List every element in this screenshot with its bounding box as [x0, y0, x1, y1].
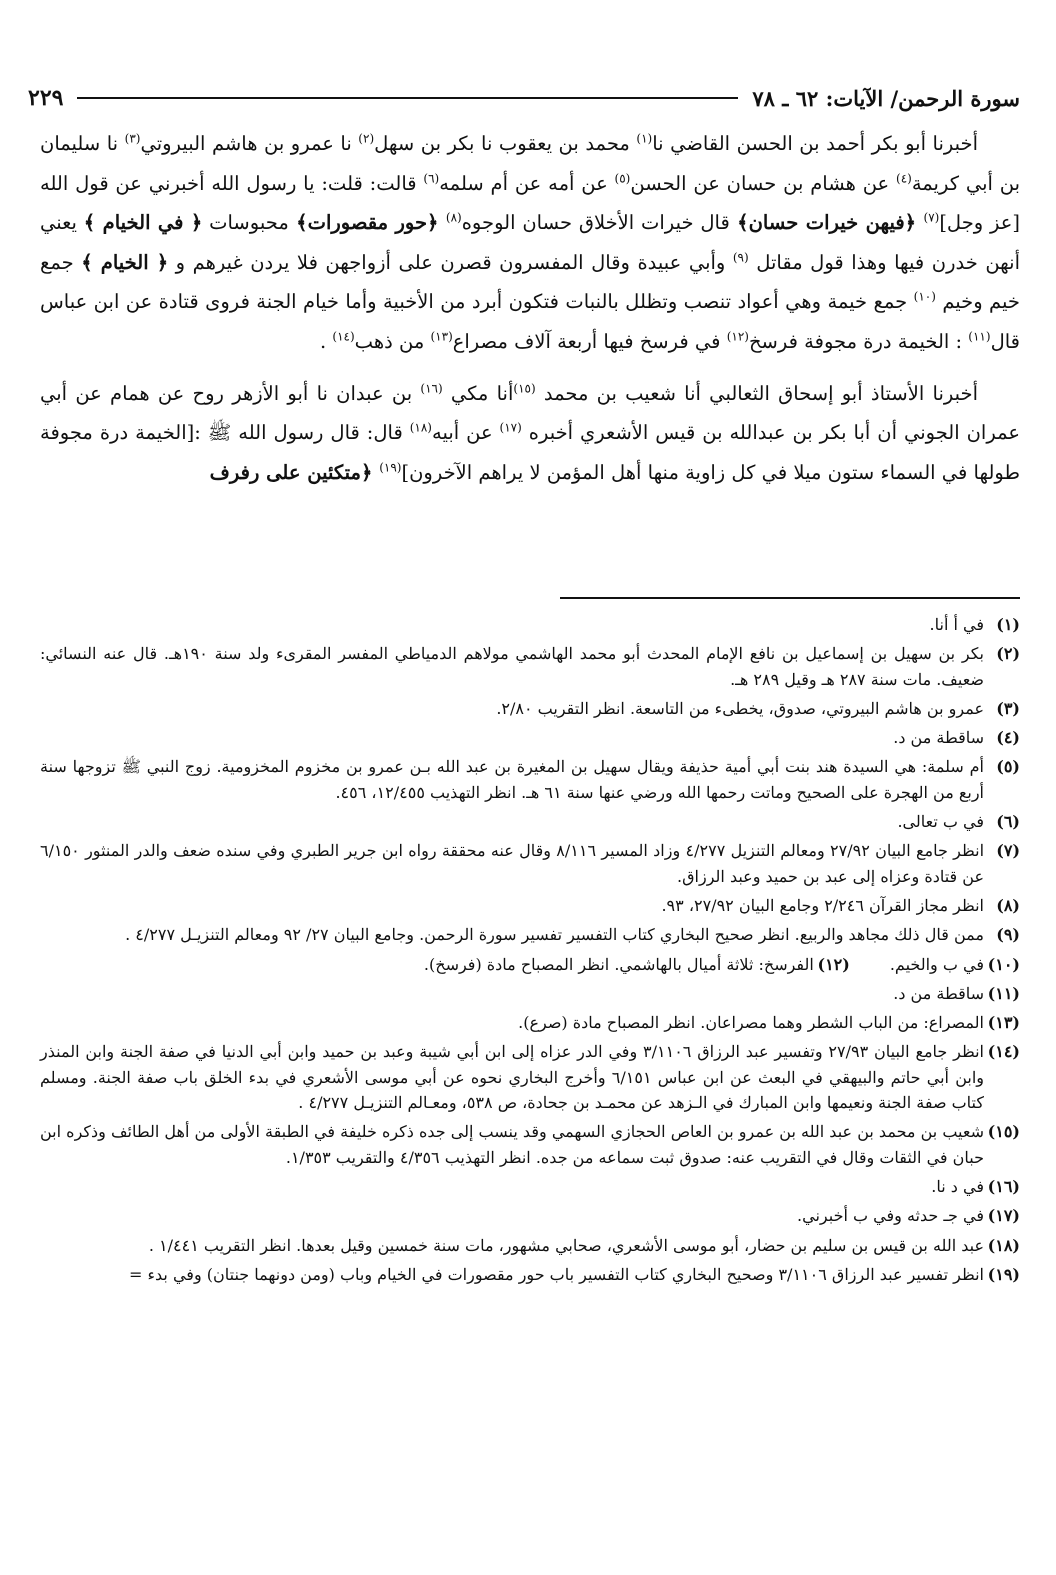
text-run: محبوسات	[202, 211, 289, 235]
footnote-ref: (١٠)	[913, 289, 936, 304]
header-rule	[77, 97, 738, 99]
footnote-4: (٤)ساقطة من د.	[893, 728, 1020, 748]
text-run: نا سليمان بن أبي كريمة	[40, 132, 1020, 195]
footnote-ref: (١٦)	[420, 381, 443, 396]
page-number: ٢٢٩	[28, 85, 64, 111]
text-run: نا عمرو بن هاشم البيروتي	[140, 132, 359, 155]
footnote-ref: (١)	[636, 131, 653, 146]
footnote-ref: (١٤)	[332, 329, 355, 344]
text-run: أخبرنا الأستاذ أبو إسحاق الثعالبي أنا شعيب بن محمد	[535, 381, 978, 405]
text-run: .	[320, 329, 333, 353]
footnotes	[40, 612, 1020, 1291]
footnote-19: (١٩)انظر تفسير عبد الرزاق ٣/١١٠٦ وصحيح البخاري كتاب التفسير باب حور مقصورات في الخيام وباب (ومن دونهما جنتان) وفي بدء =	[129, 1264, 1020, 1284]
footnote-10: (١٠)في ب والخيم.	[889, 954, 1020, 974]
footnote-ref: (٢)	[358, 131, 375, 146]
quran-quote: ﴿حور مقصورات﴾	[288, 211, 446, 235]
main-text	[40, 124, 1020, 492]
footnote-ref: (٨)	[445, 210, 462, 225]
footnote-ref: (٧)	[923, 210, 940, 225]
footnote-2: (٢)بكر بن سهيل بن إسماعيل بن نافع الإمام المحدث أبو محمد الهاشمي مولاهم الدمياطي المفسر المقرىء ولد سنة ١٩٠هـ. قال عنه النسائي: ضعيف. مات سنة ٢٨٧ هـ وقيل ٢٨٩ هـ.	[40, 644, 1021, 689]
footnote-8: (٨)انظر مجاز القرآن ٢/٢٤٦ وجامع البيان ٢٧/٩٢، ٩٣.	[661, 895, 1020, 915]
footnote-ref: (١٧)	[499, 420, 522, 435]
footnote-ref: (١٩)	[379, 460, 402, 475]
text-run: أخبرنا أبو بكر أحمد بن الحسن القاضي نا	[652, 132, 978, 155]
footnote-pair-10-12	[40, 952, 1020, 977]
footnote-ref: (٩)	[732, 250, 749, 265]
text-run: أنا مكي	[442, 381, 514, 405]
text-run: محمد بن يعقوب نا بكر بن سهل	[374, 132, 637, 155]
text-run: قال خيرات الأخلاق حسان الوجوه	[461, 211, 730, 235]
text-run: بن عبدان نا أبو الأزهر روح عن همام عن أبي عمران الجوني أن أبا بكر بن عبدالله بن قيس الأشعري أخبره	[40, 381, 1020, 445]
page-header	[28, 78, 1020, 118]
paragraph-2	[40, 374, 1020, 493]
text-run: عن أبيه	[431, 421, 500, 445]
footnote-3: (٣)عمرو بن هاشم البيروتي، صدوق، يخطىء من التاسعة. انظر التقريب ٢/٨٠.	[496, 698, 1020, 718]
footnote-5: (٥)أم سلمة: هي السيدة هند بنت أبي أمية حذيفة ويقال سهيل بن المغيرة بن عبد الله بـن عمرو بن مخزوم المخزومية. زوج النبي ﷺ تزوجها سنة أربع من الهجرة على الصحيح وماتت رحمها الله ورضي عنها سنة ٦١ هـ. انظر التهذيب ١٢/٤٥٥، ٤٥٦.	[40, 757, 1020, 802]
running-title: سورة الرحمن/ الآيات: ٦٢ ـ ٧٨	[752, 85, 1020, 111]
footnote-ref: (٦)	[423, 171, 440, 186]
footnote-11: (١١)ساقطة من د.	[893, 983, 1020, 1003]
text-run: عن أمه عن أم سلمه	[439, 171, 615, 195]
text-run: جمع خيم وخيم	[40, 250, 1020, 314]
footnote-ref: (١٣)	[430, 329, 453, 344]
footnote-ref: (٤)	[896, 171, 912, 186]
footnote-13: (١٣)المصراع: من الباب الشطر وهما مصراعان. انظر المصباح مادة (صرع).	[518, 1013, 1020, 1033]
text-run: جمع خيمة وهي أعواد تنصب وتظلل بالنبات فتكون أبرد من الأخبية وأما خيام الجنة فروى قتادة عن ابن عباس قال	[40, 290, 1020, 353]
paragraph-1	[40, 124, 1020, 362]
footnote-12: (١٢)الفرسخ: ثلاثة أميال بالهاشمي. انظر المصباح مادة (فرسخ).	[423, 954, 850, 974]
quran-quote: ﴿فيهن خيرات حسان﴾	[729, 211, 924, 235]
footnote-ref: (١٢)	[726, 329, 749, 344]
text-run: من ذهب	[354, 329, 431, 353]
text-run: قال: قال رسول الله ﷺ :[الخيمة درة مجوفة طولها في السماء ستون ميلا في كل زاوية منها أهل المؤمن لا يراهم الآخرون]	[40, 421, 1020, 484]
footnote-15: (١٥)شعيب بن محمد بن عبد الله بن عمرو بن العاص الحجازي السهمي وقد ينسب إلى جده ذكره خليفة في الطبقة الأولى من أهل الطائف وذكره ابن حبان في الثقات وقال في التقريب عنه: صدوق ثبت سماعه من جده. انظر التهذيب ٤/٣٥٦ والتقريب ١/٣٥٣.	[40, 1122, 1020, 1167]
text-run: عن هشام بن حسان عن الحسن	[630, 171, 896, 195]
footnote-16: (١٦)في د نا.	[931, 1176, 1020, 1196]
quran-quote: ﴿ الخيام ﴾	[81, 250, 169, 274]
footnote-9: (٩)ممن قال ذلك مجاهد والربيع. انظر صحيح البخاري كتاب التفسير تفسير سورة الرحمن. وجامع البيان ٢٧/ ٩٢ ومعالم التنزيـل ٤/٢٧٧ .	[125, 925, 1020, 945]
text-run: قالت: قلت: يا رسول الله أخبرني عن قول الله [عز وجل]	[40, 171, 1020, 235]
text-run: يعني أنهن خدرن فيها وهذا قول مقاتل	[40, 211, 1020, 274]
quran-quote: ﴿متكئين على رفرف	[209, 460, 380, 484]
footnote-ref: (١١)	[968, 329, 991, 344]
footnote-ref: (٥)	[614, 171, 631, 186]
quran-quote: ﴿ في الخيام ﴾	[83, 211, 203, 235]
footnote-1: (١)في أ أنا.	[929, 615, 1020, 634]
footnote-7: (٧)انظر جامع البيان ٢٧/٩٢ ومعالم التنزيل ٤/٢٧٧ وزاد المسير ٨/١١٦ وقال عنه محققة رواه ابن جرير الطبري وفي سنده ضعف والدر المنثور ٦/١٥٠ عن قتادة وعزاه إلى عبد بن حميد وعبد الرزاق.	[40, 841, 1021, 886]
footnote-ref: (١٥)	[513, 381, 536, 396]
footnote-6: (٦)في ب تعالى.	[897, 812, 1020, 832]
footnote-14: (١٤)انظر جامع البيان ٢٧/٩٣ وتفسير عبد الرزاق ٣/١١٠٦ وفي الدر عزاه إلى ابن أبي شيبة وعبد بن حميد وابن أبي الدنيا في صفة الجنة وابن المنذر وابن أبي حاتم والبيهقي في البعث عن ابن عباس ٦/١٥١ وأخرج البخاري نحوه عن أبي موسى الأشعري في بدء الخلق باب صفة الجنة. ومسلم كتاب صفة الجنة ونعيمها وابن المبارك في الـزهد عن محمـد بن جحادة، ص ٥٣٨، ومعـالم التنزيـل ٤/٢٧٧ .	[40, 1042, 1020, 1113]
footnote-separator	[560, 597, 1020, 599]
footnote-ref: (١٨)	[409, 420, 432, 435]
footnote-18: (١٨)عبد الله بن قيس بن سليم بن حضار، أبو موسى الأشعري، صحابي مشهور، مات سنة خمسين وقيل بعدها. انظر التقريب ١/٤٤١ .	[148, 1235, 1020, 1255]
text-run: في فرسخ فيها أربعة آلاف مصراع	[452, 329, 727, 353]
footnote-ref: (٣)	[124, 131, 141, 146]
text-run: : الخيمة درة مجوفة فرسخ	[748, 329, 969, 353]
footnote-17: (١٧)في جـ حدثه وفي ب أخبرني.	[797, 1206, 1020, 1226]
text-run: وأبي عبيدة وقال المفسرون قصرن على أزواجهن فلا يردن غيرهم و	[168, 250, 733, 274]
